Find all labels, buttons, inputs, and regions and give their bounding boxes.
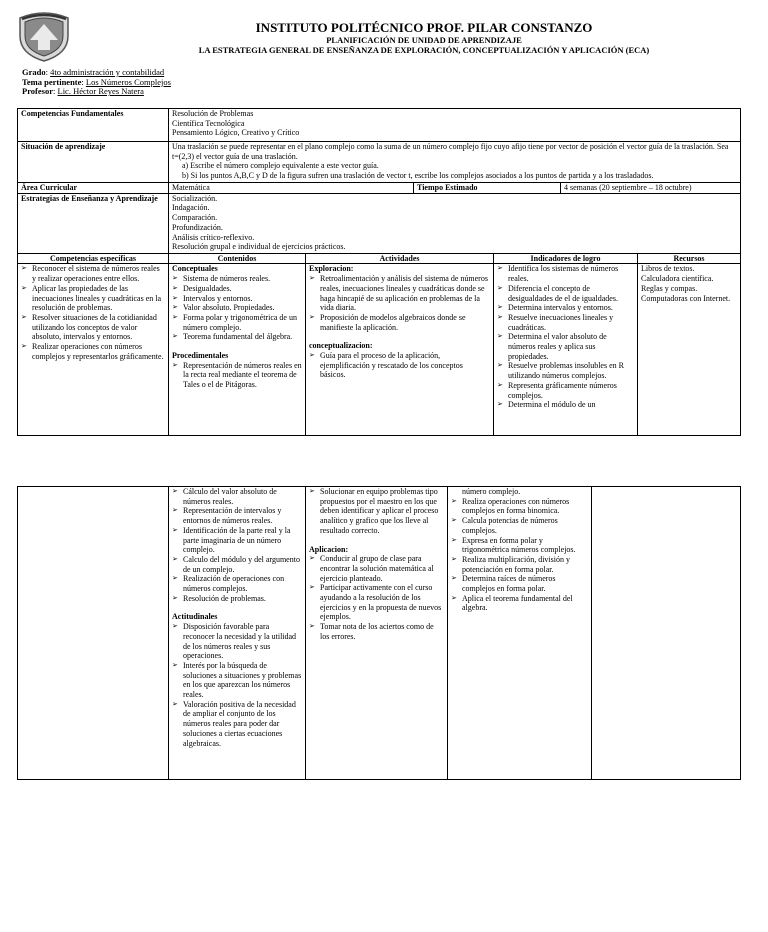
list-item: ➢ Tomar nota de los aciertos como de los errores.: [309, 622, 444, 641]
estrategia-item: Profundización.: [172, 222, 223, 232]
situacion-label: Situación de aprendizaje: [18, 142, 169, 183]
area-row: [18, 183, 741, 194]
situacion-row: [18, 142, 741, 183]
list-item: ➢ Resuelve problemas insolubles en R utilizando números complejos.: [497, 361, 634, 380]
situacion-text: Una traslación se puede representar en el plano complejo como la suma de un número complejo fijo cuyo afijo tiene por vector de posición el vector guía de la traslación. Sea t=(2,3) el vector guía de una traslación.: [172, 142, 729, 161]
list-item: ➢ Forma polar y trigonométrica de un número complejo.: [172, 313, 302, 332]
profesor-value: Lic. Héctor Reyes Natera: [57, 86, 144, 97]
list-item: ➢ Resuelve inecuaciones lineales y cuadráticas.: [497, 313, 634, 332]
contenidos-cell-continued: [169, 487, 306, 780]
recurso-item: Reglas y compas.: [641, 283, 698, 293]
tema-label: Tema pertinente: [22, 76, 82, 87]
indicador-first-line: número complejo.: [462, 487, 521, 496]
area-value: Matemática: [169, 183, 414, 194]
list-item: ➢ Calculo del módulo y del argumento de un complejo.: [172, 555, 302, 574]
list-item: ➢ Desigualdades.: [172, 284, 302, 294]
list-item: ➢ Realiza operaciones con números complejos en forma binomica.: [451, 497, 588, 516]
list-item: ➢ Retroalimentación y análisis del sistema de números reales, inecuaciones lineales y cuadráticas donde se haga hincapié de su aplicación en problemas de la vida diaria.: [309, 274, 490, 313]
profesor-label: Profesor: [22, 86, 53, 97]
list-item: ➢ Representación de números reales en la recta real mediante el teorema de Tales o el de Pitágoras.: [172, 361, 302, 390]
plan-subtitle: PLANIFICACIÓN DE UNIDAD DE APRENDIZAJE: [326, 35, 522, 45]
competencias-cell: [169, 109, 741, 142]
col-header-contenidos: Contenidos: [169, 253, 306, 264]
list-item: ➢ Valoración positiva de la necesidad de ampliar el conjunto de los números reales para poder dar soluciones a ciertas ecuaciones algebraicas.: [172, 700, 302, 749]
strategy-subtitle: LA ESTRATEGIA GENERAL DE ENSEÑANZA DE EXPLORACIÓN, CONCEPTUALIZACIÓN Y APLICACIÓN (ECA): [198, 45, 650, 55]
estrategias-row: [18, 193, 741, 253]
competencia-item: Resolución de Problemas: [172, 109, 254, 118]
list-item: ➢ Disposición favorable para reconocer la necesidad y la utilidad de los números reales y sus operaciones.: [172, 622, 302, 661]
list-item: ➢ Realización de operaciones con números complejos.: [172, 574, 302, 593]
tema-value: Los Números Complejos: [85, 76, 171, 87]
situacion-b: b) Si los puntos A,B,C y D de la figura sufren una traslación de vector t, escribe los complejos asociados a los puntos de partida y a los trasladados.: [182, 171, 654, 181]
competencia-item: Pensamiento Lógico, Creativo y Crítico: [172, 128, 300, 138]
list-item: ➢ Determina el módulo de un: [497, 400, 634, 410]
list-item: ➢ Identificación de la parte real y la parte imaginaria de un número complejo.: [172, 526, 302, 555]
list-item: ➢ Calcula potencias de números complejos.: [451, 516, 588, 535]
situacion-a: a) Escribe el número complejo equivalente a este vector guía.: [182, 161, 379, 171]
estrategia-item: Análisis crítico-reflexivo.: [172, 232, 255, 242]
especificas-cell-continued: [18, 487, 169, 780]
conceptuales-label: Conceptuales: [172, 264, 218, 274]
grado-value: 4to administración y contabilidad: [50, 67, 165, 77]
recursos-cell: [638, 264, 741, 436]
competencias-row: [18, 109, 741, 142]
list-item: ➢ Aplica el teorema fundamental del algebra.: [451, 594, 588, 613]
recurso-item: Libros de textos.: [641, 264, 695, 274]
list-item: ➢ Realiza multiplicación, división y potenciación en forma polar.: [451, 555, 588, 574]
estrategia-item: Socialización.: [172, 193, 218, 203]
list-item: ➢ Resolución de problemas.: [172, 594, 302, 604]
actitudinales-label: Actitudinales: [172, 612, 218, 622]
col-header-especificas: Competencias específicas: [18, 253, 169, 264]
list-item: ➢ Determina raíces de números complejos en forma polar.: [451, 574, 588, 593]
estrategia-item: Indagación.: [172, 203, 210, 213]
list-item: ➢ Aplicar las propiedades de las inecuaciones lineales y cuadráticas en la resolución de problemas.: [21, 284, 165, 313]
estrategia-item: Comparación.: [172, 213, 218, 223]
list-item: ➢ Identifica los sistemas de números reales.: [497, 264, 634, 283]
estrategias-label: Estrategias de Enseñanza y Aprendizaje: [18, 193, 169, 253]
indicadores-cell-continued: [448, 487, 592, 780]
planning-table-page1: [17, 108, 741, 436]
area-label: Área Curricular: [18, 183, 169, 194]
recurso-item: Calculadora científica.: [641, 274, 714, 284]
grado-line: Grado: 4to administración y contabilidad: [22, 67, 165, 77]
tema-line: Tema pertinente: Los Números Complejos: [22, 76, 171, 87]
school-seal-icon: [16, 10, 72, 62]
list-item: ➢ Resolver situaciones de la cotidianidad utilizando los conceptos de valor absoluto, intervalos y entornos.: [21, 313, 165, 342]
list-item: ➢ Expresa en forma polar y trigonométrica números complejos.: [451, 536, 588, 555]
tiempo-value: 4 semanas (20 septiembre – 18 octubre): [561, 183, 741, 194]
col-header-recursos: Recursos: [638, 253, 741, 264]
column-header-row: [18, 253, 741, 264]
meta-info: [22, 68, 171, 97]
list-item: ➢ Reconocer el sistema de números reales y realizar operaciones entre ellos.: [21, 264, 165, 283]
list-item: ➢ Cálculo del valor absoluto de números reales.: [172, 487, 302, 506]
estrategias-cell: [169, 193, 741, 253]
list-item: ➢ Sistema de números reales.: [172, 274, 302, 284]
aplicacion-label: Aplicacion:: [309, 544, 349, 554]
list-item: ➢ Conducir al grupo de clase para encontrar la solución matemática al ejercicio planteado.: [309, 554, 444, 583]
list-item: ➢ Diferencia el concepto de desigualdades de el de igualdades.: [497, 284, 634, 303]
list-item: ➢ Intervalos y entornos.: [172, 294, 302, 304]
institution-title: INSTITUTO POLITÉCNICO PROF. PILAR CONSTANZO: [255, 20, 593, 35]
conceptualizacion-label: conceptualizacion:: [309, 341, 373, 351]
list-item: ➢ Solucionar en equipo problemas tipo propuestos por el maestro en los que deben identificar y aplicar el proceso analítico y grafico que los lleve al resultado correcto.: [309, 487, 444, 536]
content-row: [18, 264, 741, 436]
actividades-cell-continued: [306, 487, 448, 780]
indicadores-cell: [494, 264, 638, 436]
col-header-indicadores: Indicadores de logro: [494, 253, 638, 264]
list-item: ➢ Determina el valor absoluto de números reales y aplica sus propiedades.: [497, 332, 634, 361]
list-item: ➢ Valor absoluto. Propiedades.: [172, 303, 302, 313]
competencias-label: Competencias Fundamentales: [18, 109, 169, 142]
list-item: ➢ Representa gráficamente números complejos.: [497, 381, 634, 400]
contenidos-cell: [169, 264, 306, 436]
especificas-cell: [18, 264, 169, 436]
content-row-continued: [18, 487, 741, 780]
profesor-line: Profesor: Lic. Héctor Reyes Natera: [22, 86, 144, 97]
list-item: ➢ Proposición de modelos algebraicos donde se manifieste la aplicación.: [309, 313, 490, 332]
list-item: ➢ Representación de intervalos y entornos de números reales.: [172, 506, 302, 525]
exploracion-label: Exploracion:: [309, 264, 354, 274]
actividades-cell: [306, 264, 494, 436]
recurso-item: Computadoras con Internet.: [641, 293, 731, 303]
list-item: ➢ Guía para el proceso de la aplicación, ejemplificación y rescatado de los conceptos básicos.: [309, 351, 490, 380]
col-header-actividades: Actividades: [306, 253, 494, 264]
estrategia-item: Resolución grupal e individual de ejercicios prácticos.: [172, 242, 346, 252]
list-item: ➢ Participar activamente con el curso ayudando a la resolución de los ejercicios y en la propuesta de nuevos ejemplos.: [309, 583, 444, 622]
planning-table-page2: [17, 486, 741, 780]
list-item: ➢ Interés por la búsqueda de soluciones a situaciones y problemas en los que aparezcan los números reales.: [172, 661, 302, 700]
recursos-cell-continued: [592, 487, 741, 780]
competencia-item: Científica Tecnológica: [172, 118, 245, 128]
procedimentales-label: Procedimentales: [172, 351, 229, 361]
list-item: ➢ Teorema fundamental del álgebra.: [172, 332, 302, 342]
list-item: ➢ Determina intervalos y entornos.: [497, 303, 634, 313]
situacion-cell: [169, 142, 741, 183]
grado-label: Grado: [22, 67, 46, 77]
tiempo-label: Tiempo Estimado: [414, 183, 561, 194]
list-item: ➢ Realizar operaciones con números complejos y representarlos gráficamente.: [21, 342, 165, 361]
